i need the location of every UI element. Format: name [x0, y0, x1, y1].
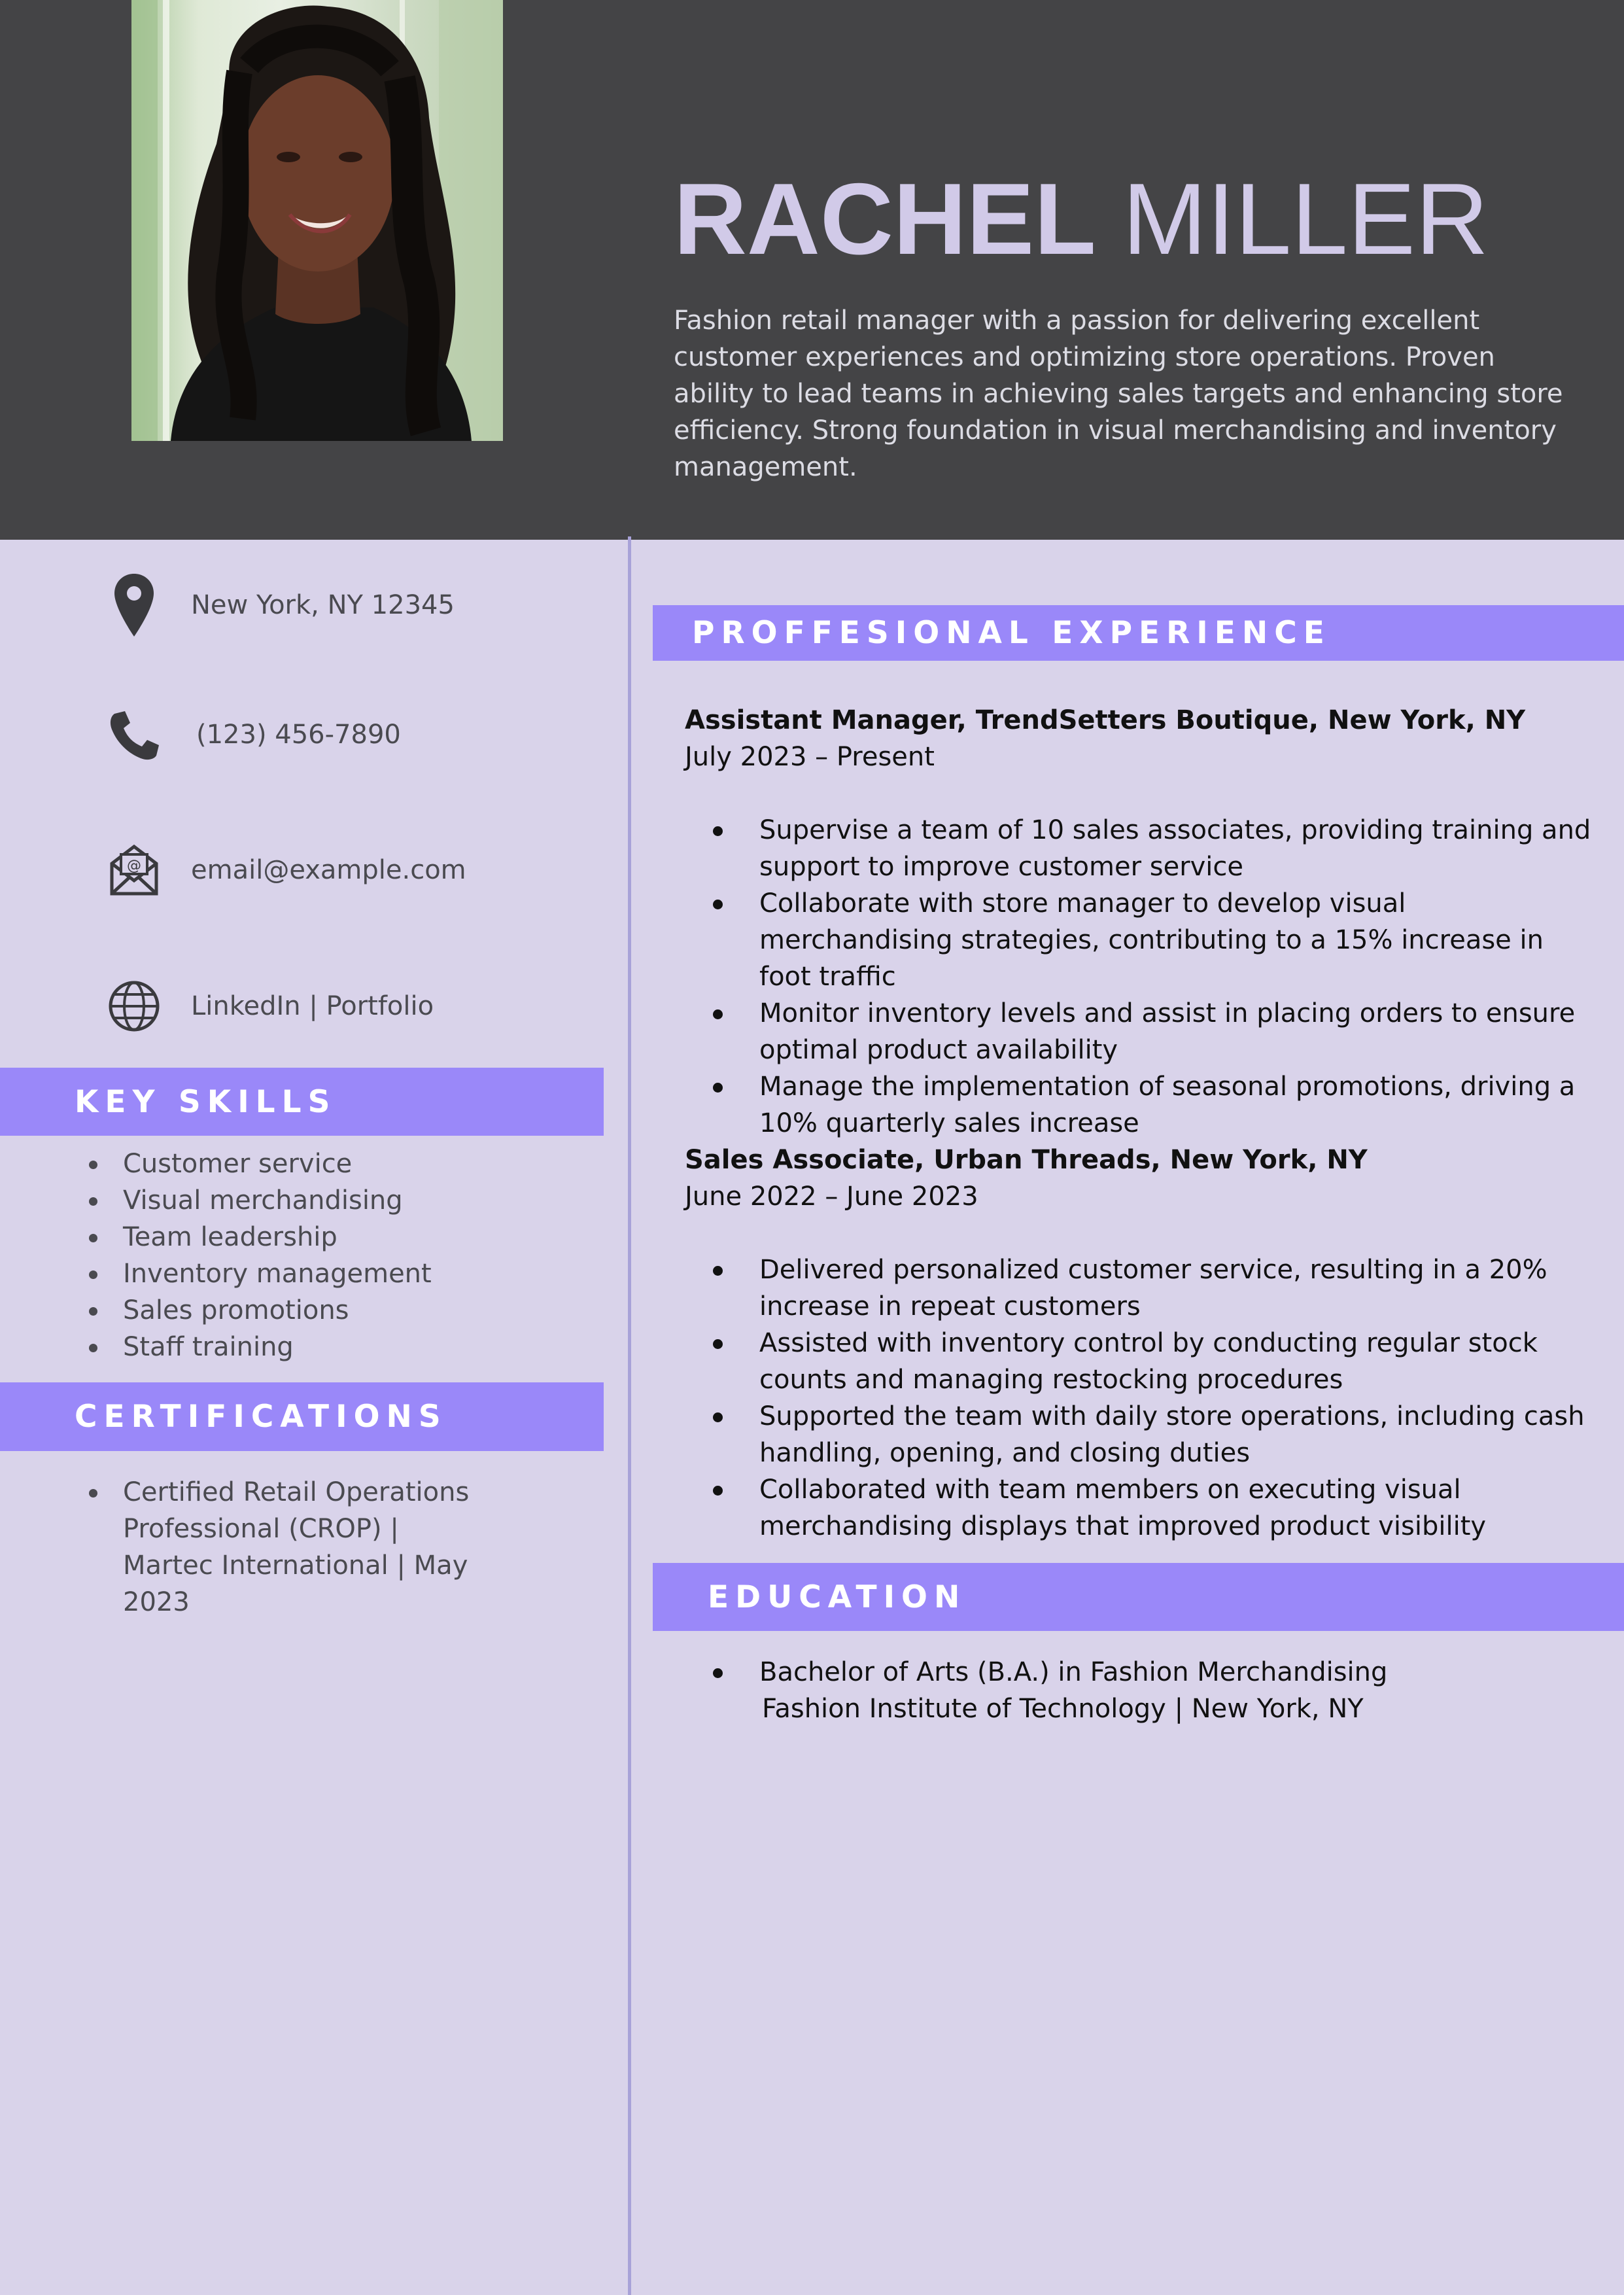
certifications-list — [85, 1474, 491, 1621]
experience-heading-text: PROFFESIONAL EXPERIENCE — [692, 615, 1331, 651]
job-title: Sales Associate, Urban Threads, New York, NY — [685, 1145, 1368, 1175]
svg-text:@: @ — [127, 858, 141, 874]
list-item: Supported the team with daily store operations, including cash handling, opening, and closing duties — [685, 1398, 1600, 1471]
education-bullets — [685, 1654, 1600, 1691]
portrait-illustration — [131, 0, 503, 441]
email-text: email@example.com — [191, 855, 466, 885]
profile-photo — [131, 0, 503, 441]
job-bullets — [685, 812, 1600, 1142]
contact-links — [105, 970, 602, 1042]
list-item: Delivered personalized customer service, resulting in a 20% increase in repeat customers — [685, 1252, 1600, 1325]
experience-heading — [653, 605, 1624, 661]
skills-list — [85, 1146, 595, 1365]
location-pin-icon — [105, 569, 164, 641]
contact-email — [105, 834, 602, 906]
key-skills-heading — [0, 1068, 604, 1136]
list-item: Sales promotions — [85, 1292, 595, 1329]
education-entry — [685, 1654, 1600, 1727]
list-item: Inventory management — [85, 1255, 595, 1292]
header — [0, 0, 1624, 540]
key-skills-heading-text: KEY SKILLS — [75, 1083, 337, 1120]
first-name: RACHEL — [674, 162, 1095, 275]
list-item: Staff training — [85, 1329, 595, 1365]
links-text[interactable]: LinkedIn | Portfolio — [191, 991, 434, 1021]
candidate-name — [674, 164, 1489, 275]
column-divider — [628, 536, 631, 2295]
email-icon — [105, 834, 164, 906]
list-item: Visual merchandising — [85, 1182, 595, 1219]
contact-location — [105, 569, 602, 641]
job-entry — [685, 702, 1600, 1142]
contact-phone — [105, 699, 602, 771]
job-entry — [685, 1142, 1600, 1545]
list-item: Supervise a team of 10 sales associates, providing training and support to improve customer service — [685, 812, 1600, 885]
certifications-heading-text: CERTIFICATIONS — [75, 1399, 447, 1435]
certifications-heading — [0, 1382, 604, 1451]
list-item: Team leadership — [85, 1219, 595, 1255]
profile-summary: Fashion retail manager with a passion for delivering excellent customer experiences and optimizing store operations. Proven ability to lead teams in achieving sales targets and enhancing store efficiency. Strong foundation in visual merchandising and inventory management. — [674, 306, 1563, 482]
location-text: New York, NY 12345 — [191, 590, 455, 620]
job-dates: July 2023 – Present — [685, 742, 935, 772]
list-item: Certified Retail Operations Professional (CROP) | Martec International | May 2023 — [85, 1474, 491, 1621]
list-item: Collaborated with team members on executing visual merchandising displays that improved product visibility — [685, 1471, 1600, 1545]
phone-icon — [105, 699, 164, 771]
list-item: Assisted with inventory control by conducting regular stock counts and managing restocking procedures — [685, 1325, 1600, 1398]
list-item: Monitor inventory levels and assist in placing orders to ensure optimal product availability — [685, 995, 1600, 1068]
education-degree: Bachelor of Arts (B.A.) in Fashion Merchandising — [685, 1654, 1600, 1691]
list-item: Collaborate with store manager to develop visual merchandising strategies, contributing to a 15% increase in foot traffic — [685, 885, 1600, 995]
education-heading — [653, 1563, 1624, 1631]
job-dates: June 2022 – June 2023 — [685, 1182, 978, 1212]
education-heading-text: EDUCATION — [708, 1579, 967, 1615]
list-item: Customer service — [85, 1146, 595, 1182]
phone-text: (123) 456-7890 — [196, 720, 401, 750]
education-school: Fashion Institute of Technology | New York, NY — [762, 1694, 1364, 1724]
job-title: Assistant Manager, TrendSetters Boutique, New York, NY — [685, 705, 1526, 735]
last-name: MILLER — [1122, 162, 1489, 275]
globe-icon — [105, 970, 164, 1042]
list-item: Manage the implementation of seasonal promotions, driving a 10% quarterly sales increase — [685, 1068, 1600, 1142]
job-bullets — [685, 1252, 1600, 1545]
